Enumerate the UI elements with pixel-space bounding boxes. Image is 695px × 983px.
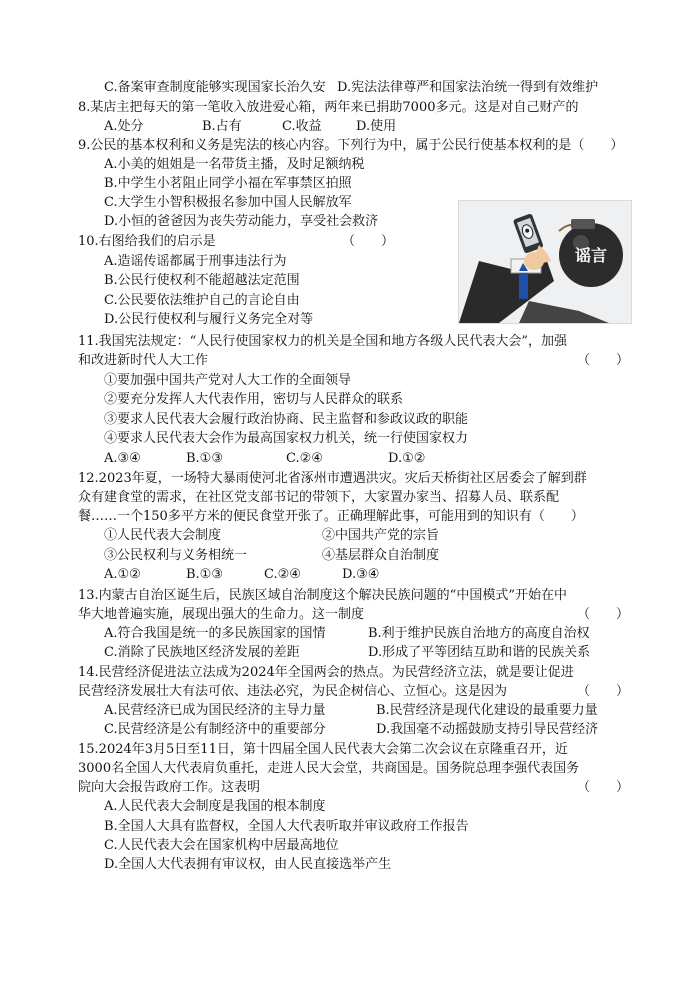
q14-stem-1: 14.民营经济促进法立法成为2024年全国两会的热点。为民营经济立法，就是要让促进 [78, 665, 574, 680]
q9-option-b: B.中学生小茗阻止同学小福在军事禁区拍照 [104, 176, 352, 191]
q10-option-d: D.公民行使权利与履行义务完全对等 [104, 312, 314, 327]
q9-option-c: C.大学生小智积极报名参加中国人民解放军 [104, 195, 352, 210]
q10-stem: 10.右图给我们的启示是 [78, 234, 216, 249]
q12-stem-2: 众有建食堂的需求，在社区党支部书记的带领下，大家置办家当、招募人员、联系配 [78, 490, 560, 505]
q14-option-c: C.民营经济是公有制经济中的重要部分 [104, 722, 326, 737]
q12-stem-3: 餐……一个150多平方米的便民食堂开张了。正确理解此事，可能用到的知识有（ ） [78, 509, 584, 524]
q13-stem-1: 13.内蒙古自治区诞生后，民族区域自治制度这个解决民族问题的“中国模式”开始在中 [78, 588, 567, 603]
q11-answer-paren: （ ） [576, 353, 629, 368]
q15-option-d: D.全国人大代表拥有审议权，由人民直接选举产生 [104, 857, 392, 872]
q12-option-b: B.①③ [186, 567, 223, 582]
q8-option-c: C.收益 [282, 119, 322, 134]
q15-answer-paren: （ ） [576, 780, 629, 795]
rumor-cartoon-figure [458, 200, 632, 324]
q10-answer-paren: （ ） [342, 234, 395, 249]
q11-item-4: ④要求人民代表大会作为最高国家权力机关，统一行使国家权力 [104, 431, 469, 446]
q15-stem-3: 院向大会报告政府工作。这表明 [78, 780, 261, 795]
q14-option-d: D.我国毫不动摇鼓励支持引导民营经济 [376, 722, 599, 737]
q11-option-b: B.①③ [186, 451, 223, 466]
q9-option-a: A.小美的姐姐是一名带货主播，及时足额纳税 [104, 157, 365, 172]
q11-option-a: A.③④ [104, 451, 141, 466]
q11-item-3: ③要求人民代表大会履行政治协商、民主监督和参政议政的职能 [104, 412, 469, 427]
q12-item-4: ④基层群众自治制度 [322, 548, 440, 563]
q12-option-d: D.③④ [342, 567, 380, 582]
q15-option-c: C.人民代表大会在国家机构中居最高地位 [104, 838, 339, 853]
q12-stem-1: 12.2023年夏，一场特大暴雨使河北省涿州市遭遇洪灾。灾后天桥街社区居委会了解到群 [78, 471, 587, 486]
q13-stem-2: 华大地普遍实施，展现出强大的生命力。这一制度 [78, 607, 365, 622]
figure-label: 谣言 [574, 246, 608, 265]
q14-option-b: B.民营经济是现代化建设的最重要力量 [376, 703, 598, 718]
q12-item-1: ①人民代表大会制度 [104, 528, 222, 543]
prev-option-d: D.宪法法律尊严和国家法治统一得到有效维护 [337, 80, 599, 95]
q10-option-b: B.公民行使权利不能超越法定范围 [104, 273, 300, 288]
q12-option-c: C.②④ [264, 567, 301, 582]
q15-stem-1: 15.2024年3月5日至11日，第十四届全国人民代表大会第二次会议在京隆重召开，近 [78, 742, 568, 757]
q11-stem-2: 和改进新时代人大工作 [78, 353, 209, 368]
q11-item-1: ①要加强中国共产党对人大工作的全面领导 [104, 373, 352, 388]
q13-option-b: B.利于维护民族自治地方的高度自治权 [368, 626, 590, 641]
q8-option-d: D.使用 [356, 119, 397, 134]
q8-option-b: B.占有 [202, 119, 242, 134]
q11-option-d: D.①② [388, 451, 426, 466]
q15-stem-2: 3000名全国人大代表肩负重托，走进人民大会堂，共商国是。国务院总理李强代表国务 [78, 761, 580, 776]
q10-option-a: A.造谣传谣都属于刑事违法行为 [104, 254, 287, 269]
q13-answer-paren: （ ） [576, 607, 629, 622]
q9-option-d: D.小恒的爸爸因为丧失劳动能力，享受社会救济 [104, 214, 379, 229]
q12-item-2: ②中国共产党的宗旨 [322, 528, 440, 543]
q10-option-c: C.公民要依法维护自己的言论自由 [104, 293, 300, 308]
q15-option-a: A.人民代表大会制度是我国的根本制度 [104, 799, 326, 814]
rumor-bomb-illustration [459, 201, 631, 323]
q13-option-d: D.形成了平等团结互助和谐的民族关系 [368, 645, 591, 660]
q8-stem: 8.某店主把每天的第一笔收入放进爱心箱，两年来已捐助7000多元。这是对自己财产的 [78, 100, 579, 115]
q9-stem: 9.公民的基本权利和义务是宪法的核心内容。下列行为中，属于公民行使基本权利的是（ ） [78, 138, 624, 153]
q11-option-c: C.②④ [286, 451, 323, 466]
q13-option-c: C.消除了民族地区经济发展的差距 [104, 645, 300, 660]
q14-answer-paren: （ ） [576, 684, 629, 699]
q8-option-a: A.处分 [104, 119, 144, 134]
q15-option-b: B.全国人大具有监督权，全国人大代表听取并审议政府工作报告 [104, 819, 469, 834]
q12-item-3: ③公民权利与义务相统一 [104, 548, 248, 563]
prev-option-c: C.备案审查制度能够实现国家长治久安 [104, 80, 326, 95]
q14-option-a: A.民营经济已成为国民经济的主导力量 [104, 703, 326, 718]
q11-stem-1: 11.我国宪法规定：“人民行使国家权力的机关是全国和地方各级人民代表大会”，加强 [78, 334, 567, 349]
q14-stem-2: 民营经济发展壮大有法可依、违法必究，为民企树信心、立恒心。这是因为 [78, 684, 508, 699]
q12-option-a: A.①② [104, 567, 141, 582]
q13-option-a: A.符合我国是统一的多民族国家的国情 [104, 626, 326, 641]
q11-item-2: ②要充分发挥人大代表作用，密切与人民群众的联系 [104, 392, 404, 407]
